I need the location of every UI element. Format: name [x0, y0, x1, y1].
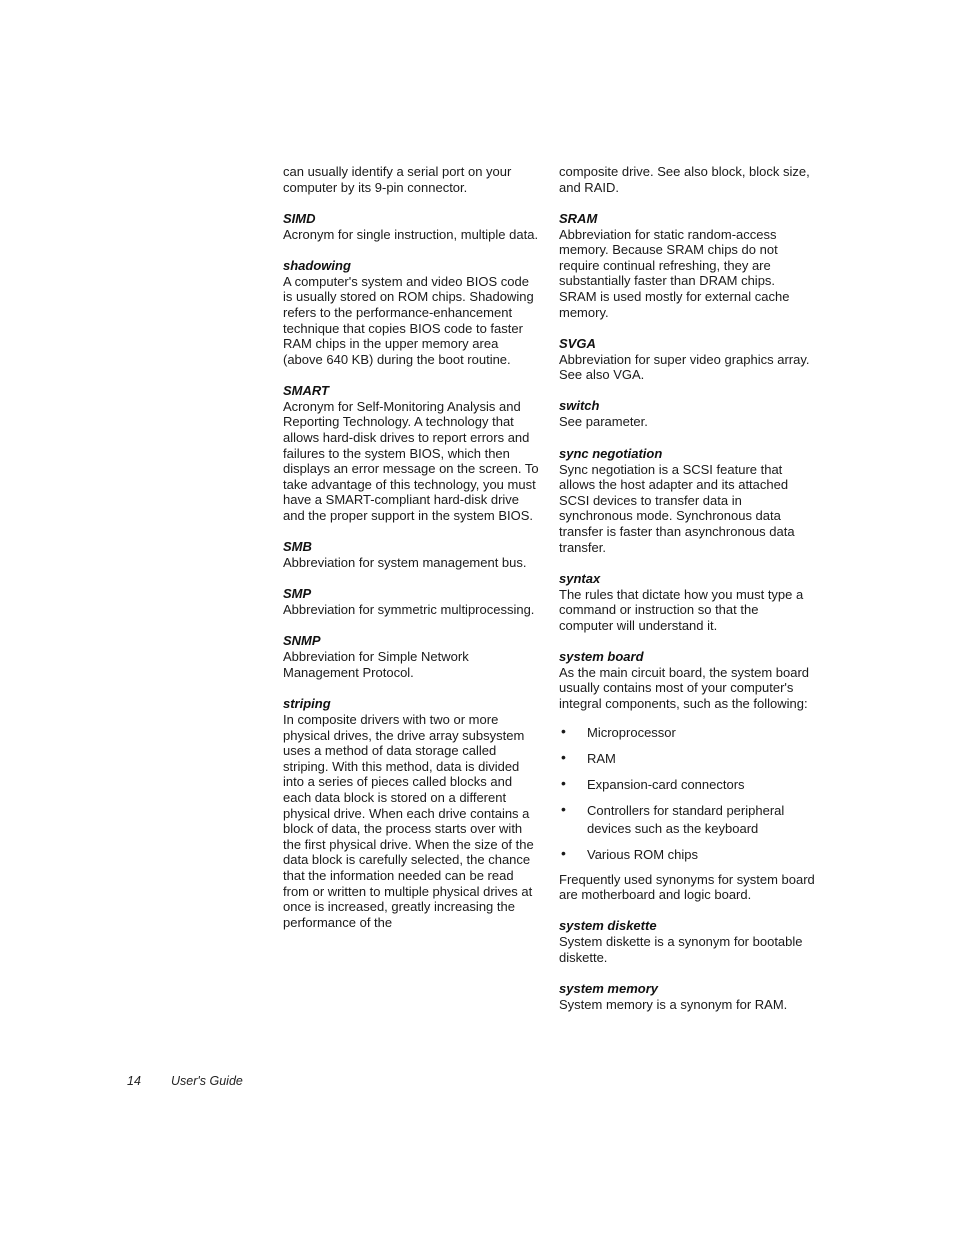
glossary-definition: Acronym for single instruction, multiple data. [283, 226, 539, 242]
left-column [283, 164, 539, 930]
glossary-entry-striping [283, 695, 539, 930]
glossary-term: SIMD [283, 210, 316, 226]
glossary-term: system diskette [559, 918, 657, 934]
glossary-term: switch [559, 398, 600, 414]
right-column-lead: composite drive. See also block, block size, and RAID. [559, 164, 810, 195]
glossary-definition: A computer's system and video BIOS code is usually stored on ROM chips. Shadowing refers to the performance-enhancement technique that copies BIOS code to faster RAM chips in the upper memory area (above 640 KB) during the boot routine. [283, 273, 534, 367]
glossary-entry-smart [283, 382, 539, 524]
glossary-term: SMART [283, 382, 329, 398]
glossary-definition: See parameter. [559, 414, 648, 430]
glossary-entry-system-board [559, 648, 815, 903]
right-column [559, 164, 815, 1013]
list-item [559, 802, 815, 838]
bullet-icon: • [561, 774, 566, 791]
glossary-definition: Abbreviation for super video graphics array. See also VGA. [559, 351, 810, 383]
glossary-term: SMP [283, 586, 312, 602]
glossary-term: SVGA [559, 335, 596, 351]
glossary-entry-system-memory [559, 980, 815, 1013]
list-item-text: Expansion-card connectors [587, 776, 745, 792]
page-number: 14 [127, 1074, 141, 1088]
glossary-definition: Sync negotiation is a SCSI feature that allows the host adapter and its attached SCSI devices to transfer data in synchronous mode. Synchronous data transfer is faster than asynchronous data transfer. [559, 461, 795, 555]
glossary-definition: System diskette is a synonym for bootable diskette. [559, 934, 803, 965]
list-item-text: RAM [587, 750, 616, 766]
glossary-term: SNMP [283, 633, 321, 649]
glossary-entry-smp [283, 585, 539, 618]
glossary-definition: Abbreviation for symmetric multiprocessing. [283, 602, 535, 618]
glossary-entry-sync-negotiation [559, 445, 815, 556]
glossary-term: syntax [559, 570, 601, 586]
glossary-term: shadowing [283, 257, 351, 273]
glossary-entry-shadowing [283, 257, 539, 368]
list-item [559, 724, 815, 742]
bullet-icon: • [561, 722, 566, 739]
list-item-text: Various ROM chips [587, 846, 699, 862]
glossary-definition: The rules that dictate how you must type a command or instruction so that the computer will understand it. [559, 586, 804, 633]
list-item [559, 776, 815, 794]
glossary-entry-svga [559, 335, 815, 383]
glossary-entry-sram [559, 210, 815, 321]
glossary-term: system memory [559, 981, 658, 997]
glossary-term: striping [283, 695, 331, 711]
glossary-term: system board [559, 648, 644, 664]
glossary-entry-system-diskette [559, 917, 815, 965]
document-title: User's Guide [171, 1074, 243, 1088]
glossary-term: SMB [283, 539, 312, 555]
synonyms-note: Frequently used synonyms for system board are motherboard and logic board. [559, 871, 815, 903]
component-bullet-list [559, 724, 815, 864]
glossary-definition: System memory is a synonym for RAM. [559, 997, 788, 1013]
glossary-entry-snmp [283, 632, 539, 680]
glossary-entry-smb [283, 538, 539, 571]
list-item-text: Microprocessor [587, 724, 676, 740]
bullet-icon: • [561, 748, 566, 765]
glossary-term: SRAM [559, 210, 598, 226]
glossary-definition: Abbreviation for system management bus. [283, 555, 527, 571]
page-footer [127, 1074, 243, 1088]
glossary-definition: Abbreviation for Simple Network Management Protocol. [283, 649, 469, 680]
glossary-entry-switch [559, 397, 815, 430]
glossary-entry-syntax [559, 570, 815, 634]
list-item-text: Controllers for standard peripheral devices such as the keyboard [587, 802, 785, 836]
glossary-definition: Abbreviation for static random-access memory. Because SRAM chips do not require continual refreshing, they are substantially faster than DRAM chips. SRAM is used mostly for external cache memory. [559, 226, 790, 320]
glossary-entry-simd [283, 210, 539, 243]
glossary-definition: As the main circuit board, the system board usually contains most of your computer's integral components, such as the following: [559, 664, 810, 712]
bullet-icon: • [561, 800, 566, 817]
glossary-definition: In composite drivers with two or more physical drives, the drive array subsystem uses a method of data storage called striping. With this method, data is divided into a series of pieces called blocks and each data block is stored on a different physical drive. When each drive contains a block of data, the process starts over with the first physical drive. When the size of the data block is carefully selected, the chance that the information needed can be read from or written to multiple physical drives at once is increased, greatly increasing the performance of the [283, 711, 534, 930]
glossary-term: sync negotiation [559, 445, 663, 461]
bullet-icon: • [561, 844, 566, 861]
left-column-lead: can usually identify a serial port on your computer by its 9-pin connector. [283, 164, 512, 195]
list-item [559, 846, 815, 864]
glossary-definition: Acronym for Self-Monitoring Analysis and Reporting Technology. A technology that allows hard-disk drives to report errors and failures to the system BIOS, which then displays an error message on the screen. To take advantage of this technology, you must have a SMART-compliant hard-disk drive and the proper support in the system BIOS. [283, 398, 539, 523]
list-item [559, 750, 815, 768]
